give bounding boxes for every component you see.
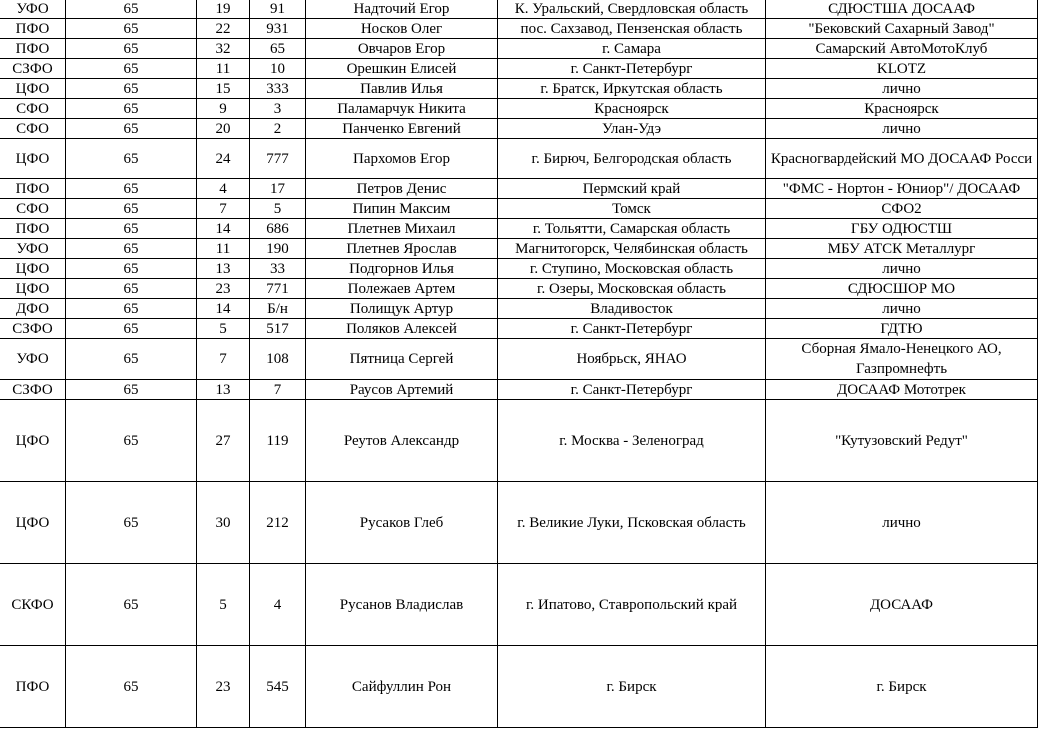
team-cell: "Бековский Сахарный Завод" — [766, 19, 1038, 39]
bib-number-cell: 10 — [250, 59, 306, 79]
district-cell: СФО — [0, 199, 66, 219]
team-cell: Самарский АвтоМотоКлуб — [766, 39, 1038, 59]
rider-name-cell: Носков Олег — [306, 19, 498, 39]
team-cell: Красногвардейский МО ДОСААФ Росси — [766, 139, 1038, 179]
bib-number-cell: 108 — [250, 339, 306, 380]
table-row — [0, 39, 1038, 59]
district-cell: СЗФО — [0, 319, 66, 339]
district-cell: ДФО — [0, 299, 66, 319]
table-row — [0, 59, 1038, 79]
rider-name-cell: Панченко Евгений — [306, 119, 498, 139]
team-cell: ДОСААФ — [766, 564, 1038, 646]
table-row — [0, 319, 1038, 339]
class-cell: 65 — [66, 99, 197, 119]
team-cell: ГБУ ОДЮСТШ — [766, 219, 1038, 239]
table-row — [0, 99, 1038, 119]
table-row — [0, 400, 1038, 482]
city-cell: Красноярск — [498, 99, 766, 119]
table-row — [0, 380, 1038, 400]
city-cell: г. Бирюч, Белгородская область — [498, 139, 766, 179]
district-cell: ПФО — [0, 39, 66, 59]
team-cell: лично — [766, 79, 1038, 99]
class-cell: 65 — [66, 482, 197, 564]
bib-number-cell: 931 — [250, 19, 306, 39]
start-position-cell: 27 — [197, 400, 250, 482]
district-cell: ЦФО — [0, 139, 66, 179]
city-cell: Томск — [498, 199, 766, 219]
city-cell: Улан-Удэ — [498, 119, 766, 139]
bib-number-cell: 2 — [250, 119, 306, 139]
start-position-cell: 9 — [197, 99, 250, 119]
class-cell: 65 — [66, 646, 197, 728]
city-cell: пос. Сахзавод, Пензенская область — [498, 19, 766, 39]
start-position-cell: 13 — [197, 259, 250, 279]
district-cell: СФО — [0, 99, 66, 119]
district-cell: УФО — [0, 239, 66, 259]
district-cell: ПФО — [0, 219, 66, 239]
district-cell: ПФО — [0, 19, 66, 39]
bib-number-cell: 545 — [250, 646, 306, 728]
city-cell: г. Братск, Иркутская область — [498, 79, 766, 99]
team-cell: лично — [766, 482, 1038, 564]
start-position-cell: 20 — [197, 119, 250, 139]
rider-name-cell: Раусов Артемий — [306, 380, 498, 400]
class-cell: 65 — [66, 0, 197, 19]
class-cell: 65 — [66, 380, 197, 400]
district-cell: ЦФО — [0, 79, 66, 99]
table-row — [0, 239, 1038, 259]
start-position-cell: 5 — [197, 319, 250, 339]
rider-name-cell: Пипин Максим — [306, 199, 498, 219]
rider-name-cell: Павлив Илья — [306, 79, 498, 99]
class-cell: 65 — [66, 139, 197, 179]
city-cell: г. Москва - Зеленоград — [498, 400, 766, 482]
rider-name-cell: Пятница Сергей — [306, 339, 498, 380]
bib-number-cell: 17 — [250, 179, 306, 199]
city-cell: Магнитогорск, Челябинская область — [498, 239, 766, 259]
bib-number-cell: 212 — [250, 482, 306, 564]
start-position-cell: 24 — [197, 139, 250, 179]
bib-number-cell: 7 — [250, 380, 306, 400]
district-cell: СФО — [0, 119, 66, 139]
class-cell: 65 — [66, 299, 197, 319]
class-cell: 65 — [66, 319, 197, 339]
bib-number-cell: 91 — [250, 0, 306, 19]
class-cell: 65 — [66, 564, 197, 646]
start-position-cell: 13 — [197, 380, 250, 400]
start-position-cell: 22 — [197, 19, 250, 39]
city-cell: г. Озеры, Московская область — [498, 279, 766, 299]
rider-name-cell: Русанов Владислав — [306, 564, 498, 646]
district-cell: УФО — [0, 0, 66, 19]
class-cell: 65 — [66, 19, 197, 39]
rider-name-cell: Пархомов Егор — [306, 139, 498, 179]
team-cell: г. Бирск — [766, 646, 1038, 728]
rider-name-cell: Петров Денис — [306, 179, 498, 199]
start-position-cell: 23 — [197, 646, 250, 728]
team-cell: "Кутузовский Редут" — [766, 400, 1038, 482]
start-position-cell: 15 — [197, 79, 250, 99]
team-cell: МБУ АТСК Металлург — [766, 239, 1038, 259]
table-row — [0, 339, 1038, 380]
city-cell: г. Ипатово, Ставропольский край — [498, 564, 766, 646]
team-cell: лично — [766, 119, 1038, 139]
bib-number-cell: 686 — [250, 219, 306, 239]
district-cell: СЗФО — [0, 380, 66, 400]
start-position-cell: 19 — [197, 0, 250, 19]
table-row — [0, 179, 1038, 199]
start-position-cell: 14 — [197, 219, 250, 239]
rider-name-cell: Поляков Алексей — [306, 319, 498, 339]
class-cell: 65 — [66, 179, 197, 199]
team-cell: KLOTZ — [766, 59, 1038, 79]
class-cell: 65 — [66, 400, 197, 482]
district-cell: СКФО — [0, 564, 66, 646]
bib-number-cell: 190 — [250, 239, 306, 259]
table-row — [0, 564, 1038, 646]
class-cell: 65 — [66, 239, 197, 259]
district-cell: СЗФО — [0, 59, 66, 79]
bib-number-cell: 33 — [250, 259, 306, 279]
rider-name-cell: Плетнев Ярослав — [306, 239, 498, 259]
rider-name-cell: Орешкин Елисей — [306, 59, 498, 79]
district-cell: ЦФО — [0, 400, 66, 482]
team-cell: СДЮСШОР МО — [766, 279, 1038, 299]
start-position-cell: 32 — [197, 39, 250, 59]
bib-number-cell: 517 — [250, 319, 306, 339]
rider-name-cell: Полежаев Артем — [306, 279, 498, 299]
rider-name-cell: Паламарчук Никита — [306, 99, 498, 119]
bib-number-cell: 4 — [250, 564, 306, 646]
district-cell: ЦФО — [0, 279, 66, 299]
start-position-cell: 4 — [197, 179, 250, 199]
table-row — [0, 119, 1038, 139]
rider-name-cell: Надточий Егор — [306, 0, 498, 19]
rider-name-cell: Реутов Александр — [306, 400, 498, 482]
table-row — [0, 139, 1038, 179]
start-position-cell: 5 — [197, 564, 250, 646]
district-cell: ЦФО — [0, 259, 66, 279]
city-cell: г. Бирск — [498, 646, 766, 728]
city-cell: г. Ступино, Московская область — [498, 259, 766, 279]
city-cell: г. Великие Луки, Псковская область — [498, 482, 766, 564]
bib-number-cell: 119 — [250, 400, 306, 482]
start-position-cell: 11 — [197, 59, 250, 79]
class-cell: 65 — [66, 39, 197, 59]
bib-number-cell: 5 — [250, 199, 306, 219]
team-cell: СДЮСТША ДОСААФ — [766, 0, 1038, 19]
table-row — [0, 79, 1038, 99]
start-position-cell: 14 — [197, 299, 250, 319]
table-row — [0, 299, 1038, 319]
bib-number-cell: 333 — [250, 79, 306, 99]
bib-number-cell: 771 — [250, 279, 306, 299]
start-position-cell: 30 — [197, 482, 250, 564]
team-cell: ГДТЮ — [766, 319, 1038, 339]
table-row — [0, 0, 1038, 19]
team-cell: СФО2 — [766, 199, 1038, 219]
class-cell: 65 — [66, 339, 197, 380]
team-cell: "ФМС - Нортон - Юниор"/ ДОСААФ — [766, 179, 1038, 199]
city-cell: г. Самара — [498, 39, 766, 59]
rider-name-cell: Плетнев Михаил — [306, 219, 498, 239]
table-row — [0, 19, 1038, 39]
bib-number-cell: 777 — [250, 139, 306, 179]
city-cell: г. Санкт-Петербург — [498, 380, 766, 400]
rider-name-cell: Овчаров Егор — [306, 39, 498, 59]
team-cell: лично — [766, 299, 1038, 319]
team-cell: лично — [766, 259, 1038, 279]
city-cell: Ноябрьск, ЯНАО — [498, 339, 766, 380]
start-position-cell: 23 — [197, 279, 250, 299]
table-row — [0, 279, 1038, 299]
team-cell: ДОСААФ Мототрек — [766, 380, 1038, 400]
team-cell: Красноярск — [766, 99, 1038, 119]
city-cell: К. Уральский, Свердловская область — [498, 0, 766, 19]
table-row — [0, 259, 1038, 279]
bib-number-cell: 3 — [250, 99, 306, 119]
rider-name-cell: Подгорнов Илья — [306, 259, 498, 279]
class-cell: 65 — [66, 119, 197, 139]
start-position-cell: 7 — [197, 199, 250, 219]
class-cell: 65 — [66, 79, 197, 99]
district-cell: ЦФО — [0, 482, 66, 564]
bib-number-cell: 65 — [250, 39, 306, 59]
district-cell: ПФО — [0, 646, 66, 728]
district-cell: УФО — [0, 339, 66, 380]
class-cell: 65 — [66, 59, 197, 79]
team-cell: Сборная Ямало-Ненецкого АО, Газпромнефть — [766, 339, 1038, 380]
rider-name-cell: Полищук Артур — [306, 299, 498, 319]
city-cell: Пермский край — [498, 179, 766, 199]
class-cell: 65 — [66, 259, 197, 279]
bib-number-cell: Б/н — [250, 299, 306, 319]
class-cell: 65 — [66, 199, 197, 219]
table-row — [0, 482, 1038, 564]
table-row — [0, 646, 1038, 728]
city-cell: г. Тольятти, Самарская область — [498, 219, 766, 239]
rider-name-cell: Сайфуллин Рон — [306, 646, 498, 728]
district-cell: ПФО — [0, 179, 66, 199]
city-cell: Владивосток — [498, 299, 766, 319]
table-row — [0, 199, 1038, 219]
table-row — [0, 219, 1038, 239]
start-position-cell: 7 — [197, 339, 250, 380]
rider-name-cell: Русаков Глеб — [306, 482, 498, 564]
class-cell: 65 — [66, 219, 197, 239]
city-cell: г. Санкт-Петербург — [498, 59, 766, 79]
start-position-cell: 11 — [197, 239, 250, 259]
class-cell: 65 — [66, 279, 197, 299]
city-cell: г. Санкт-Петербург — [498, 319, 766, 339]
